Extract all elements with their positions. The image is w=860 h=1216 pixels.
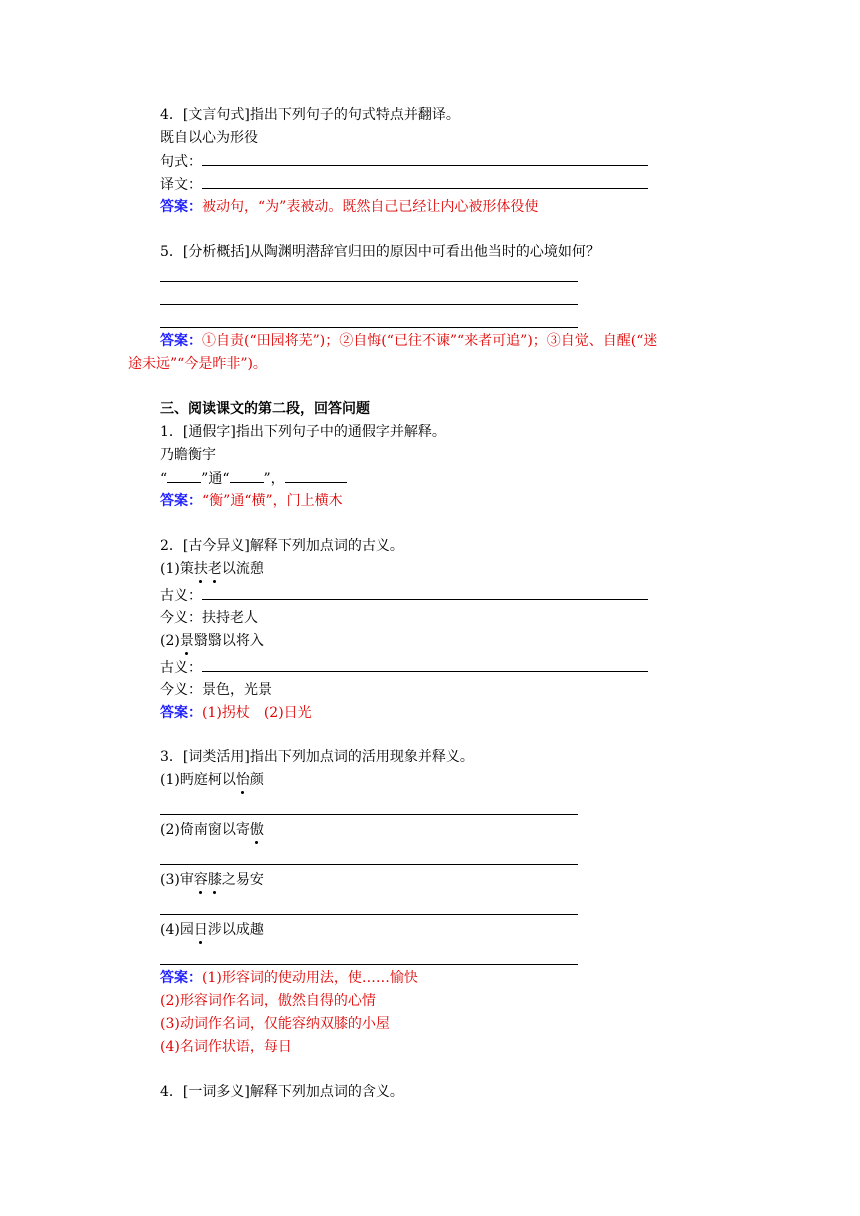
answer-label: 答案： <box>160 333 202 349</box>
answer-blank-line[interactable] <box>160 814 578 815</box>
item-prefix: (2) <box>160 633 180 649</box>
item-prefix: (1)眄庭柯以 <box>160 772 236 788</box>
answer-text-2: (2)形容词作名词，傲然自得的心情 <box>160 993 376 1009</box>
answer-text: “衡”通“横”，门上横木 <box>202 493 343 509</box>
question-3-word-class-title: 3．[词类活用]指出下列加点词的活用现象并释义。 <box>160 749 474 765</box>
sentence-text: 既自以心为形役 <box>160 130 258 146</box>
item-4-sentence <box>160 920 264 940</box>
dotted-char: 傲 <box>249 822 264 838</box>
form-label: 句式： <box>160 154 202 170</box>
answer-blank-line-2[interactable] <box>160 304 578 305</box>
answer-line <box>160 703 312 723</box>
item-2-sentence <box>160 631 264 651</box>
question-4-polysemy-title: 4．[一词多义]解释下列加点词的含义。 <box>160 1084 404 1100</box>
answer-text-3: (3)动词作名词，仅能容纳双膝的小屋 <box>160 1016 390 1032</box>
question-4-syntax-title: 4．[文言句式]指出下列句子的句式特点并翻译。 <box>160 107 460 123</box>
answer-row-translation <box>160 174 648 194</box>
answer-line <box>160 968 418 988</box>
modern-meaning: 今义：扶持老人 <box>160 610 258 626</box>
answer-row-form <box>160 151 648 171</box>
ancient-label: 古义： <box>160 660 202 676</box>
tongjia-blank-2[interactable] <box>230 468 264 483</box>
question-2-ancient-meaning-title: 2．[古今异义]解释下列加点词的古义。 <box>160 538 404 554</box>
answer-line <box>160 491 343 511</box>
ancient-label: 古义： <box>160 588 202 604</box>
answer-text-line-2: 途未远”“今是昨非”)。 <box>128 356 267 372</box>
item-3-sentence <box>160 870 264 890</box>
translation-label: 译文： <box>160 177 202 193</box>
answer-line <box>160 331 657 351</box>
tong-connector: ”通“ <box>201 471 230 487</box>
answer-text-4: (4)名词作状语，每日 <box>160 1039 292 1055</box>
item-prefix: (1)策 <box>160 561 194 577</box>
modern-meaning: 今义：景色，光景 <box>160 682 272 698</box>
meaning-blank[interactable] <box>285 468 347 483</box>
answer-blank-line[interactable] <box>160 864 578 865</box>
ancient-meaning-row <box>160 585 648 605</box>
item-suffix: 颜 <box>249 772 264 788</box>
dotted-char: 容 <box>193 872 208 888</box>
question-5-analysis-title: 5．[分析概括]从陶渊明潜辞官归田的原因中可看出他当时的心境如何？ <box>160 244 600 260</box>
translation-blank[interactable] <box>202 174 648 189</box>
dotted-char: 景 <box>179 633 194 649</box>
answer-label: 答案： <box>160 199 202 215</box>
item-prefix: (2)倚南窗以寄 <box>160 822 250 838</box>
fill-in-row <box>160 468 347 488</box>
answer-text-1: (1)形容词的使动用法，使……愉快 <box>202 970 418 986</box>
item-suffix: 翳翳以将入 <box>193 633 264 649</box>
answer-blank-line-3[interactable] <box>160 327 578 328</box>
dotted-char: 膝 <box>207 872 222 888</box>
item-prefix: (4)园 <box>160 922 194 938</box>
answer-blank-line[interactable] <box>160 964 578 965</box>
ancient-blank[interactable] <box>202 585 648 600</box>
item-1-sentence <box>160 559 264 579</box>
item-1-sentence <box>160 770 264 790</box>
quote-close: ”， <box>263 471 285 487</box>
answer-label: 答案： <box>160 970 202 986</box>
item-suffix: 涉以成趣 <box>207 922 264 938</box>
answer-text-line-1: ①自责(“田园将芜”)；②自悔(“已往不谏”“来者可追”)；③自觉、自醒(“迷 <box>202 333 658 349</box>
ancient-blank[interactable] <box>202 657 648 672</box>
question-1-tongjia-title: 1．[通假字]指出下列句子中的通假字并解释。 <box>160 424 446 440</box>
item-2-sentence <box>160 820 264 840</box>
item-suffix: 之易安 <box>221 872 264 888</box>
tongjia-blank-1[interactable] <box>167 468 201 483</box>
sentence-text: 乃瞻衡宇 <box>160 447 216 463</box>
dotted-char: 扶 <box>193 561 208 577</box>
dotted-char: 日 <box>193 922 208 938</box>
section-heading: 三、阅读课文的第二段，回答问题 <box>160 401 370 417</box>
quote-open: “ <box>160 471 168 487</box>
dotted-char: 老 <box>207 561 222 577</box>
answer-blank-line-1[interactable] <box>160 281 578 282</box>
answer-line <box>160 197 538 217</box>
ancient-meaning-row <box>160 657 648 677</box>
dotted-char: 怡 <box>235 772 250 788</box>
item-suffix: 以流憩 <box>221 561 264 577</box>
form-blank[interactable] <box>202 151 648 166</box>
answer-label: 答案： <box>160 493 202 509</box>
answer-text: (1)拐杖 (2)日光 <box>202 705 312 721</box>
item-prefix: (3)审 <box>160 872 194 888</box>
answer-label: 答案： <box>160 705 202 721</box>
answer-text: 被动句，“为”表被动。既然自己已经让内心被形体役使 <box>202 199 539 215</box>
answer-blank-line[interactable] <box>160 914 578 915</box>
